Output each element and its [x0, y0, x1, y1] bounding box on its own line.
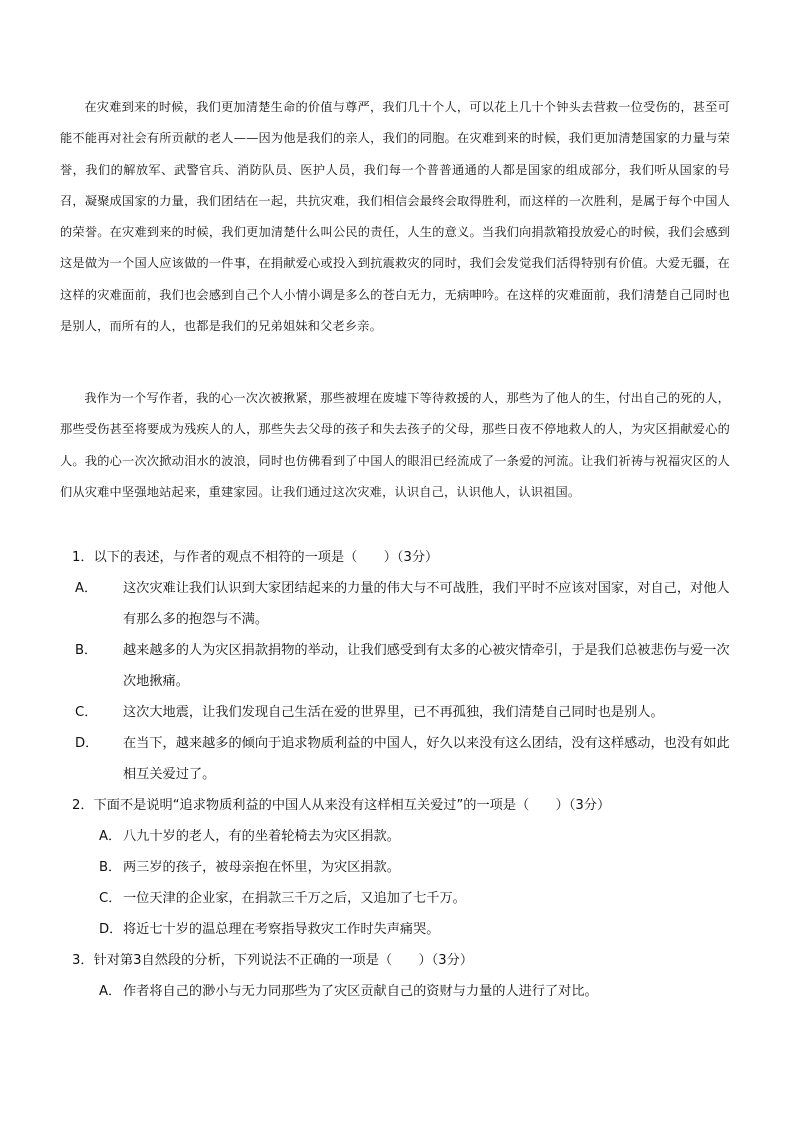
option-letter: D．	[99, 922, 123, 937]
question-1	[72, 542, 730, 573]
question-3	[72, 945, 730, 976]
option-text: 将近七十岁的温总理在考察指导救灾工作时失声痛哭。	[123, 922, 440, 937]
question-number: 2．	[72, 798, 94, 813]
option-letter: C．	[99, 891, 122, 906]
question-number: 3．	[72, 953, 94, 968]
option-2c[interactable]	[99, 883, 730, 914]
option-letter: C．	[75, 705, 98, 720]
option-text: 一位天津的企业家，在捐款三千万之后，又追加了七千万。	[123, 891, 466, 906]
option-letter: A．	[75, 581, 98, 596]
option-2b[interactable]	[99, 852, 730, 883]
option-text: 八九十岁的老人，有的坐着轮椅去为灾区捐款。	[123, 829, 400, 844]
option-text: 作者将自己的渺小与无力同那些为了灾区贡献自己的资财与力量的人进行了对比。	[123, 984, 598, 999]
question-stem: 以下的表述，与作者的观点不相符的一项是（ ）（3分）	[93, 550, 439, 565]
question-list	[72, 542, 730, 1007]
option-letter: D．	[75, 736, 99, 751]
question-number: 1．	[72, 550, 94, 565]
option-2a[interactable]	[99, 821, 730, 852]
option-text: 在当下，越来越多的倾向于追求物质利益的中国人，好久以来没有这么团结，没有这样感动，也没有如此相互关爱过了。	[123, 736, 730, 782]
option-1c[interactable]	[75, 697, 730, 728]
option-1b[interactable]	[75, 635, 730, 697]
passage-text-2: 我作为一个写作者，我的心一次次被揪紧，那些被埋在废墟下等待救援的人，那些为了他人的生，付出自己的死的人，那些受伤甚至将要成为残疾人的人，那些失去父母的孩子和失去孩子的父母，那些日夜不停地救人的人，为灾区捐献爱心的人。我的心一次次掀动泪水的波浪，同时也仿佛看到了中国人的眼泪已经流成了一条爱的河流。让我们祈祷与祝福灾区的人们从灾难中坚强地站起来，重建家园。让我们通过这次灾难，认识自己，认识他人，认识祖国。	[60, 391, 730, 499]
option-1d[interactable]	[75, 728, 730, 790]
option-3a[interactable]	[99, 976, 730, 1007]
question-2	[72, 790, 730, 821]
passage-paragraph-2	[60, 383, 730, 508]
option-text: 这次灾难让我们认识到大家团结起来的力量的伟大与不可战胜，我们平时不应该对国家，对自己，对他人有那么多的抱怨与不满。	[123, 581, 730, 627]
option-text: 两三岁的孩子，被母亲抱在怀里，为灾区捐款。	[123, 860, 400, 875]
question-stem: 下面不是说明“追求物质利益的中国人从来没有这样相互关爱过”的一项是（ ）（3分）	[93, 798, 611, 813]
option-text: 越来越多的人为灾区捐款捐物的举动，让我们感受到有太多的心被灾情牵引，于是我们总被悲伤与爱一次次地揪痛。	[123, 643, 730, 689]
option-letter: A．	[99, 984, 122, 999]
option-text: 这次大地震，让我们发现自己生活在爱的世界里，已不再孤独，我们清楚自己同时也是别人。	[123, 705, 664, 720]
option-2d[interactable]	[99, 914, 730, 945]
question-stem: 针对第3自然段的分析，下列说法不正确的一项是（ ）（3分）	[93, 953, 474, 968]
passage-text-1: 在灾难到来的时候，我们更加清楚生命的价值与尊严，我们几十个人，可以花上几十个钟头去营救一位受伤的，甚至可能不能再对社会有所贡献的老人——因为他是我们的亲人，我们的同胞。在灾难到来的时候，我们更加清楚国家的力量与荣誉，我们的解放军、武警官兵、消防队员、医护人员，我们每一个普普通通的人都是国家的组成部分，我们听从国家的号召，凝聚成国家的力量，我们团结在一起，共抗灾难，我们相信会最终会取得胜利，而这样的一次胜利，是属于每个中国人的荣誉。在灾难到来的时候，我们更加清楚什么叫公民的责任，人生的意义。当我们向捐款箱投放爱心的时候，我们会感到这是做为一个国人应该做的一件事，在捐献爱心或投入到抗震救灾的同时，我们会发觉我们活得特别有价值。大爱无疆，在这样的灾难面前，我们也会感到自己个人小情小调是多么的苍白无力，无病呻吟。在这样的灾难面前，我们清楚自己同时也是别人，而所有的人，也都是我们的兄弟姐妹和父老乡亲。	[60, 100, 730, 334]
option-letter: A．	[99, 829, 122, 844]
passage-paragraph-1	[60, 92, 730, 342]
option-letter: B．	[99, 860, 122, 875]
option-1a[interactable]	[75, 573, 730, 635]
option-letter: B．	[75, 643, 98, 658]
